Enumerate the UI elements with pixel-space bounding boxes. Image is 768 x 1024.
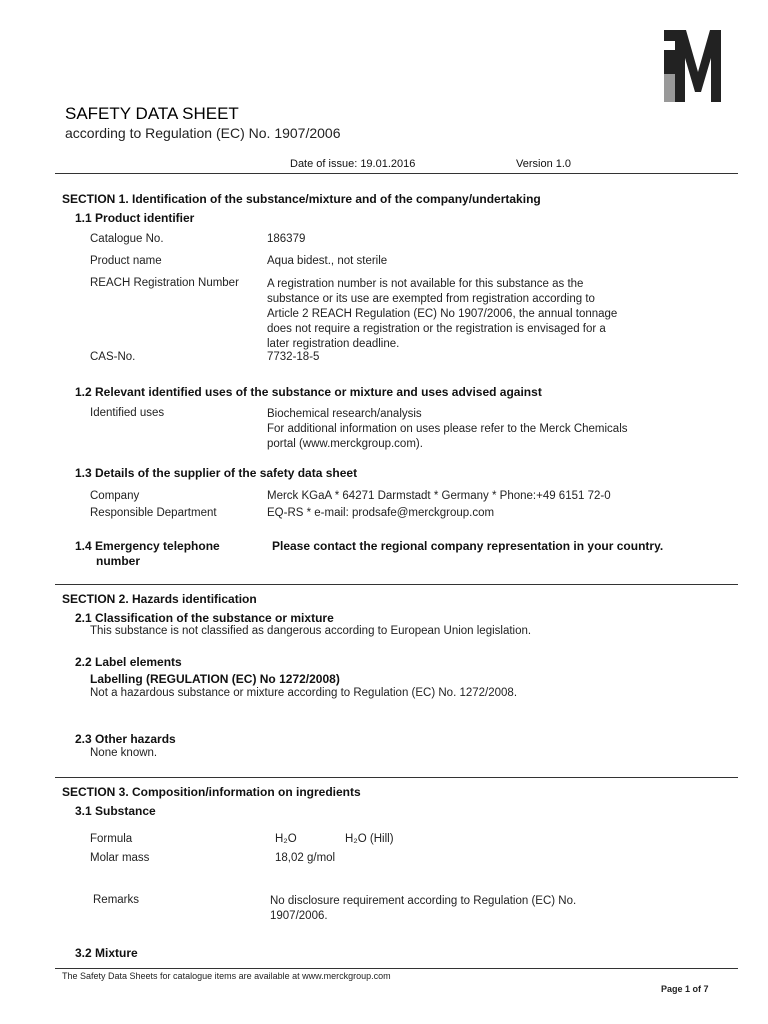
catalogue-value: 186379 [267, 233, 306, 245]
uses-line: Biochemical research/analysis [267, 408, 422, 420]
classification-text: This substance is not classified as dangerous according to European Union legislation. [90, 625, 532, 637]
molar-mass-label: Molar mass [90, 852, 150, 864]
version-label: Version 1.0 [516, 158, 572, 170]
cas-label: CAS-No. [90, 351, 136, 363]
product-name-label: Product name [90, 255, 162, 267]
formula-hill-value: H₂O (Hill) [345, 833, 394, 845]
divider [55, 777, 738, 778]
formula-label: Formula [90, 833, 133, 845]
date-of-issue: Date of issue: 19.01.2016 [290, 158, 416, 170]
reach-line: Article 2 REACH Regulation (EC) No 1907/2006, the annual tonnage [267, 308, 618, 320]
section3-2-heading: 3.2 Mixture [75, 946, 138, 960]
merck-logo [660, 28, 736, 104]
document-title: SAFETY DATA SHEET [65, 104, 239, 123]
divider [55, 584, 738, 585]
catalogue-label: Catalogue No. [90, 233, 164, 245]
reach-label: REACH Registration Number [90, 277, 239, 289]
section3-heading: SECTION 3. Composition/information on ingredients [62, 785, 361, 799]
reach-value [267, 277, 617, 352]
section1-3-heading: 1.3 Details of the supplier of the safety data sheet [75, 466, 358, 480]
reach-line: later registration deadline. [267, 338, 400, 350]
section1-heading: SECTION 1. Identification of the substance/mixture and of the company/undertaking [62, 192, 541, 206]
section1-2-heading: 1.2 Relevant identified uses of the substance or mixture and uses advised against [75, 385, 542, 399]
department-label: Responsible Department [90, 507, 217, 519]
identified-uses-value [267, 407, 628, 452]
cas-value: 7732-18-5 [267, 351, 320, 363]
section2-1-heading: 2.1 Classification of the substance or mixture [75, 611, 334, 625]
section1-4-heading-cont: number [96, 554, 141, 568]
reach-line: A registration number is not available for this substance as the [267, 278, 584, 290]
section2-heading: SECTION 2. Hazards identification [62, 592, 257, 606]
remarks-value [270, 894, 576, 924]
company-value: Merck KGaA * 64271 Darmstadt * Germany * Phone:+49 6151 72-0 [267, 490, 611, 502]
section2-2-heading: 2.2 Label elements [75, 655, 182, 669]
section1-1-heading: 1.1 Product identifier [75, 211, 195, 225]
reach-line: does not require a registration or the registration is envisaged for a [267, 323, 606, 335]
department-value: EQ-RS * e-mail: prodsafe@merckgroup.com [267, 507, 495, 519]
molar-mass-value: 18,02 g/mol [275, 852, 336, 864]
section3-1-heading: 3.1 Substance [75, 804, 156, 818]
divider [55, 173, 738, 174]
remarks-label: Remarks [93, 894, 140, 906]
remarks-line: 1907/2006. [270, 910, 328, 922]
section2-3-heading: 2.3 Other hazards [75, 732, 176, 746]
emergency-contact-value: Please contact the regional company representation in your country. [272, 539, 664, 553]
formula-value: H₂O [275, 833, 297, 845]
uses-line: For additional information on uses please refer to the Merck Chemicals [267, 423, 628, 435]
other-hazards-text: None known. [90, 747, 158, 759]
uses-line: portal (www.merckgroup.com). [267, 438, 423, 450]
labelling-heading: Labelling (REGULATION (EC) No 1272/2008) [90, 672, 340, 686]
labelling-text: Not a hazardous substance or mixture according to Regulation (EC) No. 1272/2008. [90, 687, 518, 699]
section1-4-heading: 1.4 Emergency telephone [75, 539, 220, 553]
company-label: Company [90, 490, 140, 502]
reach-line: substance or its use are exempted from registration according to [267, 293, 595, 305]
page-number: Page 1 of 7 [661, 984, 709, 994]
identified-uses-label: Identified uses [90, 407, 165, 419]
merck-logo-icon [660, 28, 736, 104]
document-subtitle: according to Regulation (EC) No. 1907/2006 [65, 125, 341, 141]
product-name-value: Aqua bidest., not sterile [267, 255, 388, 267]
footer-divider [55, 968, 738, 969]
footer-note: The Safety Data Sheets for catalogue items are available at www.merckgroup.com [62, 971, 391, 981]
remarks-line: No disclosure requirement according to Regulation (EC) No. [270, 895, 577, 907]
